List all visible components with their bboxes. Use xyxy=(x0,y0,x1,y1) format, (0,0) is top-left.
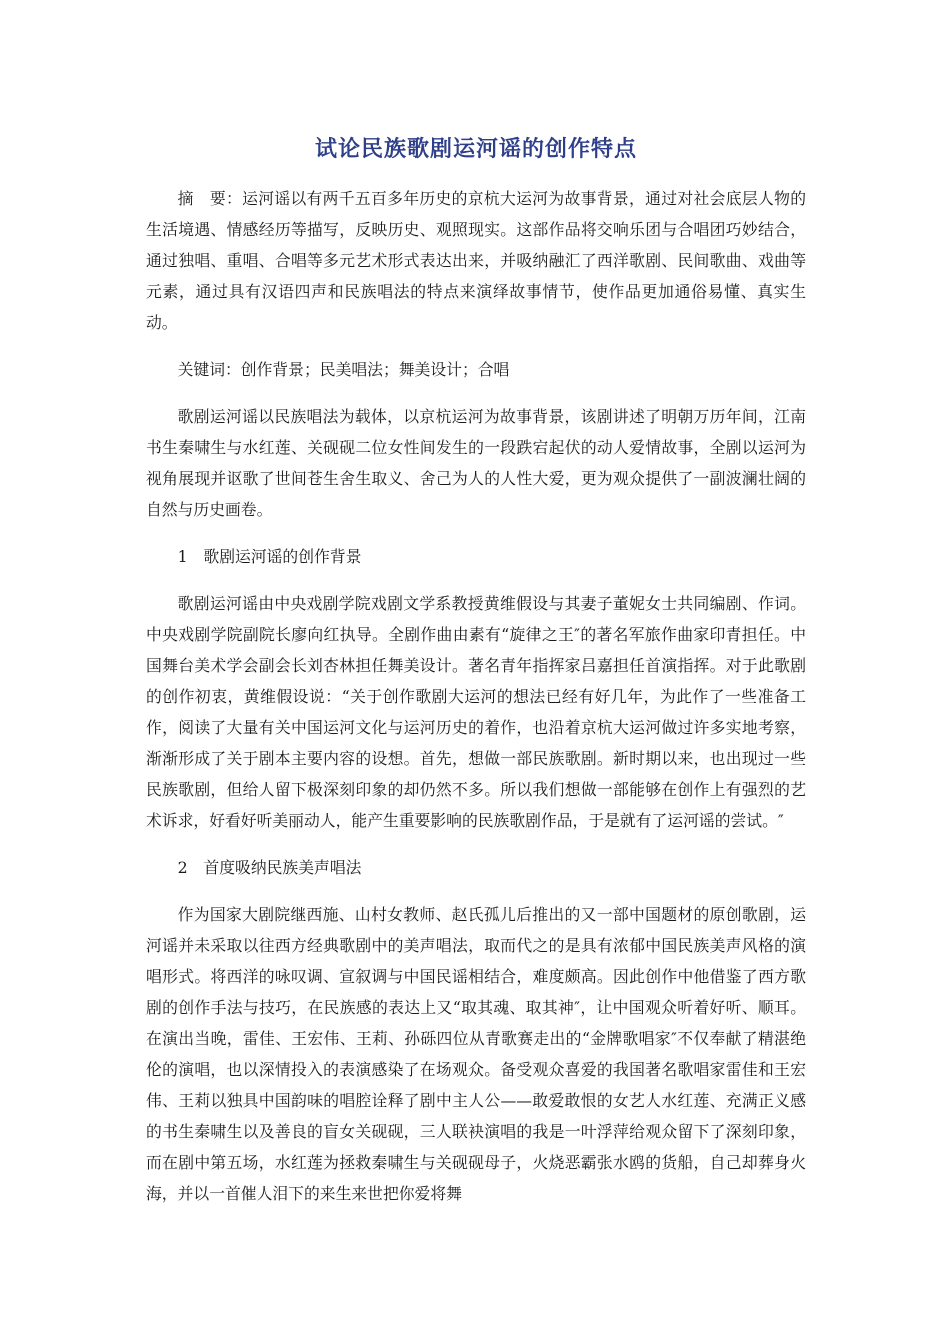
keywords-line: 关键词：创作背景；民美唱法；舞美设计；合唱 xyxy=(177,360,510,379)
section-2-body: 作为国家大剧院继西施、山村女教师、赵氏孤儿后推出的又一部中国题材的原创歌剧，运河谣并未采取以往西方经典歌剧中的美声唱法，取而代之的是具有浓郁中国民族美声风格的演唱形式。将西洋的咏叹调、宣叙调与中国民谣相结合，难度颇高。因此创作中他借鉴了西方歌剧的创作手法与技巧，在民族感的表达上又“取其魂、取其神″，让中国观众听着好听、顺耳。在演出当晚，雷佳、王宏伟、王莉、孙砾四位从青歌赛走出的“金牌歌唱家″不仅奉献了精湛绝伦的演唱，也以深情投入的表演感染了在场观众。备受观众喜爱的我国著名歌唱家雷佳和王宏伟、王莉以独具中国韵味的唱腔诠释了剧中主人公——敢爱敢恨的女艺人水红莲、充满正义感的书生秦啸生以及善良的盲女关砚砚，三人联袂演唱的我是一叶浮萍给观众留下了深刻印象，而在剧中第五场，水红莲为拯救秦啸生与关砚砚母子，火烧恶霸张水鸥的货船，自己却葬身火海，并以一首催人泪下的来生来世把你爱将舞 xyxy=(146,905,806,1203)
document-title: 试论民族歌剧运河谣的创作特点 xyxy=(314,137,637,162)
section-1-body: 歌剧运河谣由中央戏剧学院戏剧文学系教授黄维假设与其妻子董妮女士共同编剧、作词。中央戏剧学院副院长廖向红执导。全剧作曲由素有“旋律之王″的著名军旅作曲家印青担任。中国舞台美术学会副会长刘杏林担任舞美设计。著名青年指挥家吕嘉担任首演指挥。对于此歌剧的创作初衷，黄维假设说：“关于创作歌剧大运河的想法已经有好几年，为此作了一些准备工作，阅读了大量有关中国运河文化与运河历史的着作，也沿着京杭大运河做过许多实地考察，渐渐形成了关于剧本主要内容的设想。首先，想做一部民族歌剧。新时期以来，也出现过一些民族歌剧，但给人留下极深刻印象的却仍然不多。所以我们想做一部能够在创作上有强烈的艺术诉求，好看好听美丽动人，能产生重要影响的民族歌剧作品，于是就有了运河谣的尝试。″ xyxy=(146,594,806,830)
abstract-paragraph: 摘 要：运河谣以有两千五百多年历史的京杭大运河为故事背景，通过对社会底层人物的生活境遇、情感经历等描写，反映历史、观照现实。这部作品将交响乐团与合唱团巧妙结合，通过独唱、重唱、合唱等多元艺术形式表达出来，并吸纳融汇了西洋歌剧、民间歌曲、戏曲等元素，通过具有汉语四声和民族唱法的特点来演绎故事情节，使作品更加通俗易懂、真实生动。 xyxy=(146,189,806,332)
section-1-heading: 1 歌剧运河谣的创作背景 xyxy=(177,547,362,566)
intro-paragraph: 歌剧运河谣以民族唱法为载体，以京杭运河为故事背景，该剧讲述了明朝万历年间，江南书生秦啸生与水红莲、关砚砚二位女性间发生的一段跌宕起伏的动人爱情故事，全剧以运河为视角展现并讴歌了世间苍生舍生取义、舍己为人的人性大爱，更为观众提供了一副波澜壮阔的自然与历史画卷。 xyxy=(146,407,806,519)
document-page xyxy=(146,132,806,1225)
section-2-heading: 2 首度吸纳民族美声唱法 xyxy=(177,858,362,877)
